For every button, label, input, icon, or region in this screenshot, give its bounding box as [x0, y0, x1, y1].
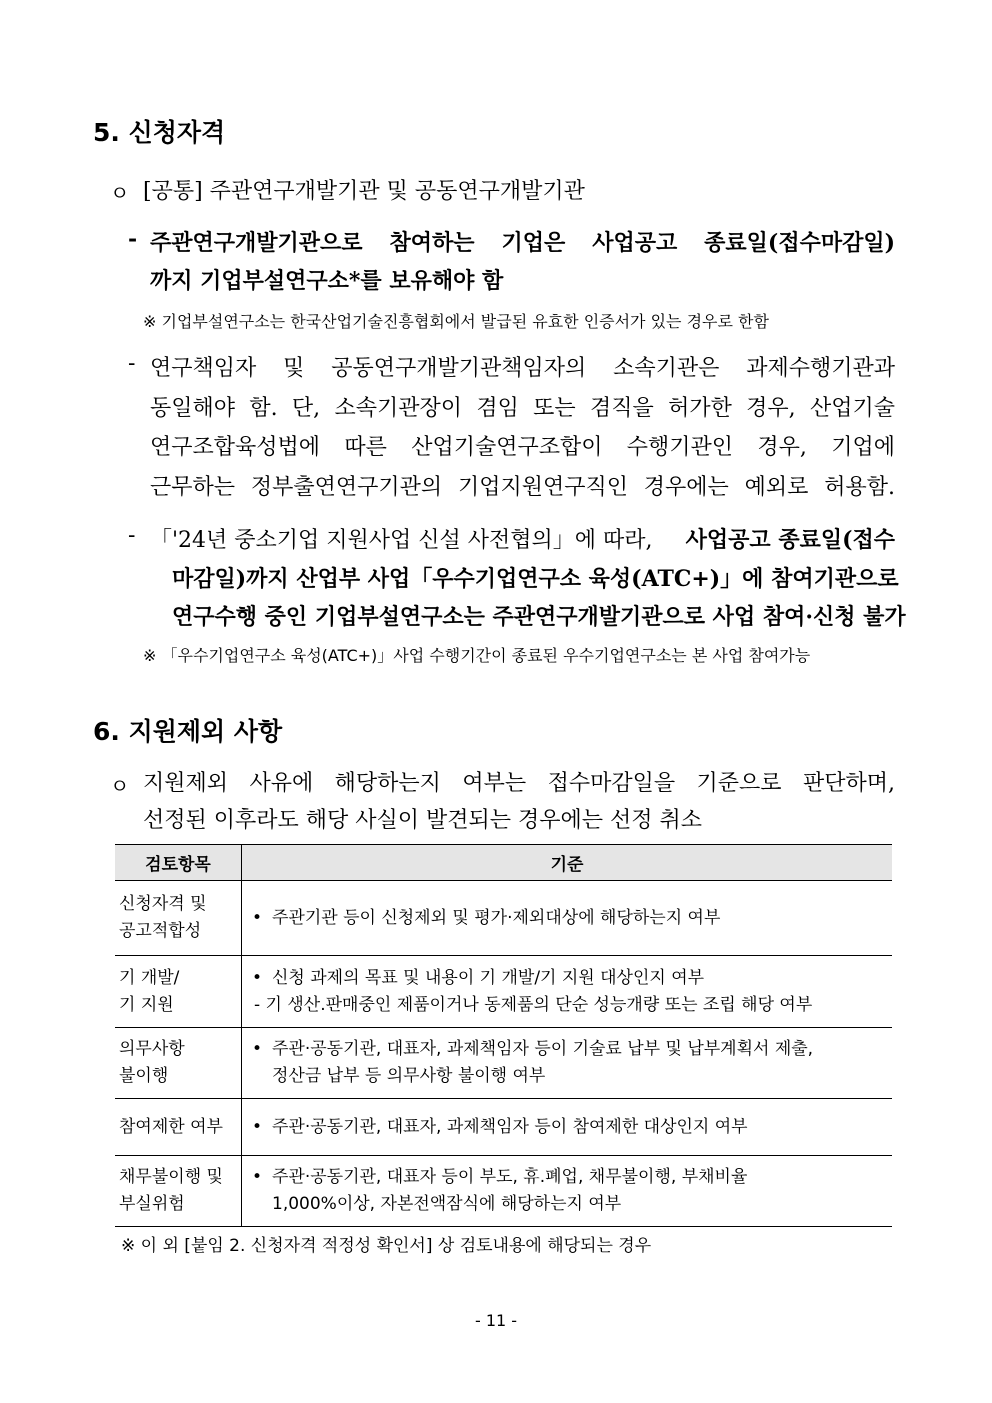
section-6-bullet-line-2: 선정된 이후라도 해당 사실이 발견되는 경우에는 선정 취소	[143, 808, 703, 833]
table-row	[115, 1156, 892, 1227]
table-row	[115, 956, 892, 1028]
item-3-bold-text: 사업공고 종료일(접수	[685, 527, 895, 553]
sub-criteria: - 기 생산.판매중인 제품이거나 동제품의 단순 성능개량 또는 조립 해당 여부	[254, 994, 813, 1015]
eligibility-item-1-line-2: 까지 기업부설연구소*를 보유해야 함	[150, 268, 504, 294]
page-number: - 11 -	[474, 1311, 518, 1330]
eligibility-item-3-line-1	[150, 523, 895, 554]
table-row	[115, 1028, 892, 1099]
table-row	[115, 881, 892, 956]
eligibility-item-1-line-1: 주관연구개발기관으로 참여하는 기업은 사업공고 종료일(접수마감일)	[150, 230, 895, 256]
eligibility-item-2-line-4: 근무하는 정부출연연구기관의 기업지원연구직인 경우에는 예외로 허용함.	[150, 475, 895, 500]
table-footnote: ※ 이 외 [붙임 2. 신청자격 적정성 확인서] 상 검토내용에 해당되는 경우	[121, 1236, 652, 1256]
bullet-circle: ㅇ	[110, 774, 130, 798]
eligibility-item-2-line-2: 동일해야 함. 단, 소속기관장이 겸임 또는 겸직을 허가한 경우, 산업기술	[150, 396, 895, 421]
bullet-dot: •	[252, 1167, 263, 1187]
header-review-item: 검토항목	[115, 845, 242, 881]
item-3-plain-text: 「'24년 중소기업 지원사업 신설 사전협의」에 따라,	[150, 528, 653, 553]
header-criteria: 기준	[242, 845, 893, 881]
exclusion-review-table	[115, 844, 892, 1227]
row-criteria: • 주관기관 등이 신청제외 및 평가·제외대상에 해당하는지 여부	[242, 881, 893, 956]
section-6-title: 6. 지원제외 사항	[93, 717, 283, 746]
table-row	[115, 1099, 892, 1156]
note-research-lab: ※ 기업부설연구소는 한국산업기술진흥협회에서 발급된 유효한 인증서가 있는 경우로 한함	[143, 312, 769, 331]
section-6-bullet-line-1: 지원제외 사유에 해당하는지 여부는 접수마감일을 기준으로 판단하며,	[143, 771, 895, 796]
section-5-bullet: [공통] 주관연구개발기관 및 공동연구개발기관	[143, 179, 585, 204]
bullet-dot: •	[252, 907, 263, 928]
row-criteria: • 주관·공동기관, 대표자, 과제책임자 등이 참여제한 대상인지 여부	[242, 1099, 893, 1156]
bullet-dot: •	[252, 1116, 263, 1137]
dash-marker: -	[128, 523, 136, 548]
row-item: 신청자격 및 공고적합성	[115, 881, 242, 956]
section-5-title: 5. 신청자격	[93, 118, 226, 147]
row-item: 참여제한 여부	[115, 1099, 242, 1156]
bullet-dot: •	[252, 967, 263, 988]
bullet-circle: ㅇ	[110, 181, 130, 205]
eligibility-item-3-line-3: 연구수행 중인 기업부설연구소는 주관연구개발기관으로 사업 참여·신청 불가	[172, 604, 906, 630]
row-criteria: • 신청 과제의 목표 및 내용이 기 개발/기 지원 대상인지 여부 - 기 생산.판매중인 제품이거나 동제품의 단순 성능개량 또는 조립 해당 여부	[242, 956, 893, 1028]
row-item: 의무사항 불이행	[115, 1028, 242, 1099]
eligibility-item-3-line-2: 마감일)까지 산업부 사업「우수기업연구소 육성(ATC+)」에 참여기관으로	[172, 566, 899, 592]
row-item: 기 개발/ 기 지원	[115, 956, 242, 1028]
dash-marker: -	[128, 226, 138, 252]
table-header-row	[115, 845, 892, 881]
note-atc: ※ 「우수기업연구소 육성(ATC+)」사업 수행기간이 종료된 우수기업연구소는 본 사업 참여가능	[143, 646, 811, 665]
row-criteria: • 주관·공동기관, 대표자, 과제책임자 등이 기술료 납부 및 납부계획서 제출, 정산금 납부 등 의무사항 불이행 여부	[242, 1028, 893, 1099]
eligibility-item-2-line-3: 연구조합육성법에 따른 산업기술연구조합이 수행기관인 경우, 기업에	[150, 435, 895, 460]
row-criteria: • 주관·공동기관, 대표자 등이 부도, 휴.폐업, 채무불이행, 부채비율 1,000%이상, 자본전액잠식에 해당하는지 여부	[242, 1156, 893, 1227]
row-item: 채무불이행 및 부실위험	[115, 1156, 242, 1227]
eligibility-item-2-line-1: 연구책임자 및 공동연구개발기관책임자의 소속기관은 과제수행기관과	[150, 356, 895, 381]
dash-marker: -	[128, 351, 136, 376]
bullet-dot: •	[252, 1039, 263, 1059]
